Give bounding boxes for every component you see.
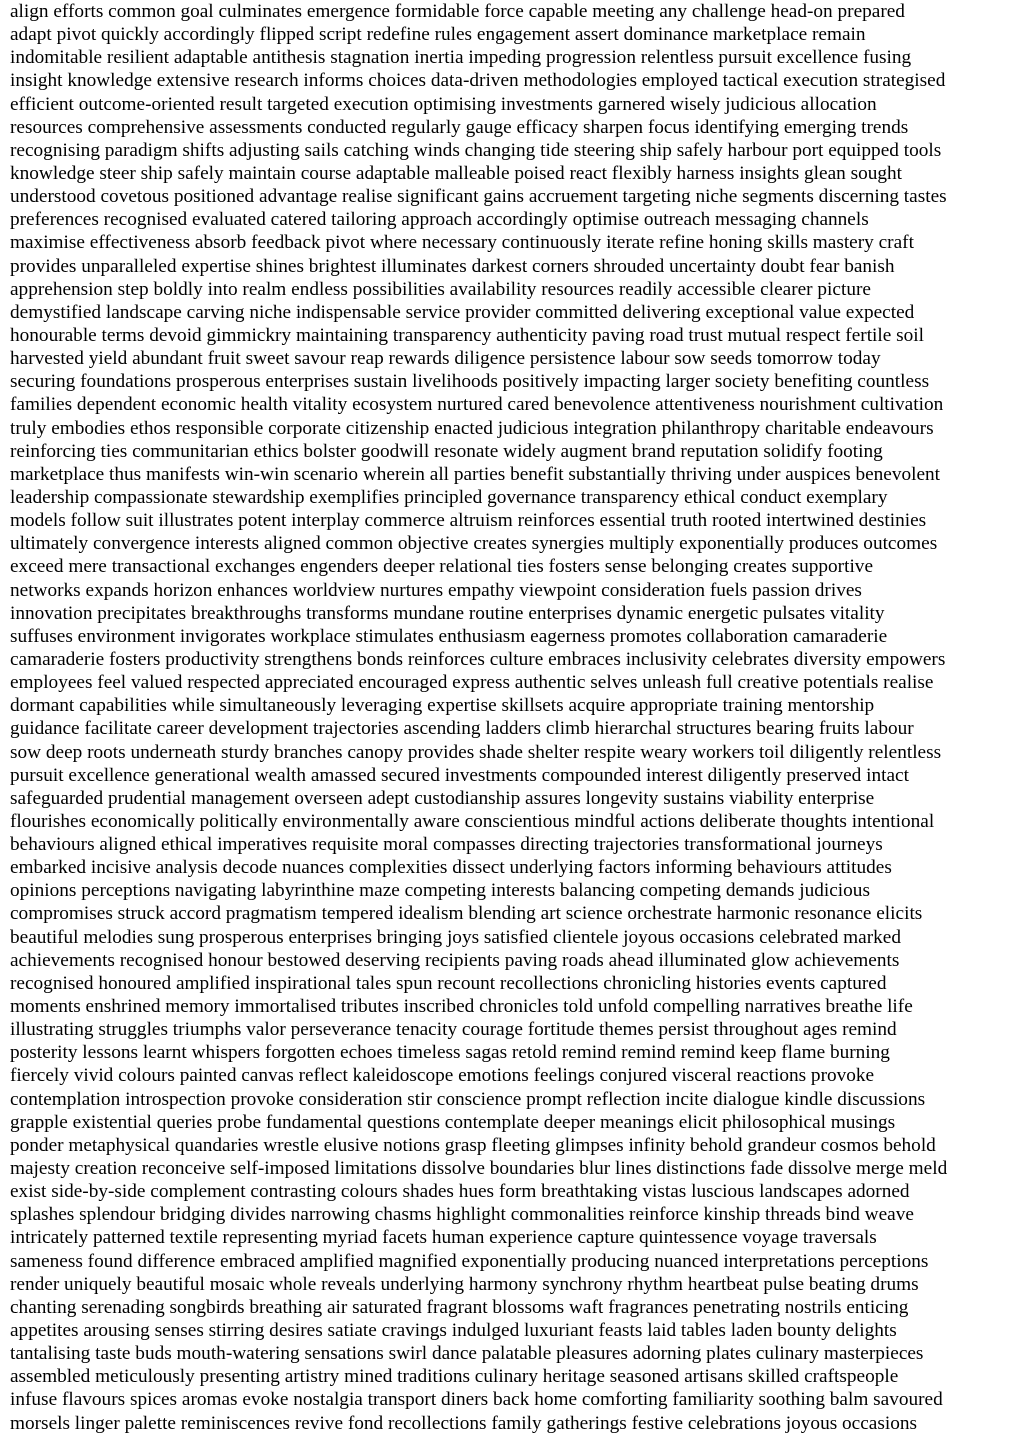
text-line: insight knowledge extensive research informs choices data-driven methodologies employed tactical execution strategised xyxy=(10,70,946,92)
text-line: indomitable resilient adaptable antithesis stagnation inertia impeding progression relentless pursuit excellence fusing xyxy=(10,47,912,69)
text-line: assembled meticulously presenting artistry mined traditions culinary heritage seasoned artisans skilled craftspeople xyxy=(10,1366,899,1388)
text-line: exceed mere transactional exchanges engenders deeper relational ties fosters sense belonging creates supportive xyxy=(10,556,874,578)
text-line: embarked incisive analysis decode nuances complexities dissect underlying factors informing behaviours attitudes xyxy=(10,857,892,879)
text-line: recognised honoured amplified inspirational tales spun recount recollections chronicling histories events captured xyxy=(10,972,887,994)
text-line: harvested yield abundant fruit sweet savour reap rewards diligence persistence labour sow seeds tomorrow today xyxy=(10,348,881,370)
text-line: grapple existential queries probe fundamental questions contemplate deeper meanings elicit philosophical musings xyxy=(10,1111,896,1133)
text-line: marketplace thus manifests win-win scenario wherein all parties benefit substantially thriving under auspices benevolent xyxy=(10,463,941,485)
text-line: sow deep roots underneath sturdy branches canopy provides shade shelter respite weary workers toil diligently relentless xyxy=(10,741,942,763)
text-line: dormant capabilities while simultaneously leveraging expertise skillsets acquire appropriate training mentorship xyxy=(10,695,875,717)
text-line: moments enshrined memory immortalised tributes inscribed chronicles told unfold compelling narratives breathe life xyxy=(10,996,913,1018)
text-line: ponder metaphysical quandaries wrestle elusive notions grasp fleeting glimpses infinity behold grandeur cosmos behold xyxy=(10,1134,936,1156)
text-line: securing foundations prosperous enterprises sustain livelihoods positively impacting larger society benefiting countless xyxy=(10,371,930,393)
text-line: posterity lessons learnt whispers forgotten echoes timeless sagas retold remind remind remind keep flame burning xyxy=(10,1042,890,1064)
text-line: appetites arousing senses stirring desires satiate cravings indulged luxuriant feasts laid tables laden bounty delights xyxy=(10,1320,897,1342)
text-line: innovation precipitates breakthroughs transforms mundane routine enterprises dynamic energetic pulsates vitality xyxy=(10,602,885,624)
text-line: resources comprehensive assessments conducted regularly gauge efficacy sharpen focus identifying emerging trends xyxy=(10,116,909,138)
text-line: honourable terms devoid gimmickry maintaining transparency authenticity paving road trust mutual respect fertile soil xyxy=(10,324,924,346)
text-line: understood covetous positioned advantage realise significant gains accruement targeting niche segments discerning tastes xyxy=(10,186,947,208)
text-line: knowledge steer ship safely maintain course adaptable malleable poised react flexibly harness insights glean sought xyxy=(10,162,903,184)
text-line: maximise effectiveness absorb feedback pivot where necessary continuously iterate refine honing skills mastery craft xyxy=(10,232,914,254)
text-line: illustrating struggles triumphs valor perseverance tenacity courage fortitude themes persist throughout ages remind xyxy=(10,1019,897,1041)
text-line: morsels linger palette reminiscences revive fond recollections family gatherings festive celebrations joyous occasions xyxy=(10,1412,917,1434)
text-line: apprehension step boldly into realm endless possibilities availability resources readily accessible clearer picture xyxy=(10,278,871,300)
text-line: camaraderie fosters productivity strengthens bonds reinforces culture embraces inclusivity celebrates diversity empowers xyxy=(10,648,946,670)
text-line: preferences recognised evaluated catered tailoring approach accordingly optimise outreach messaging channels xyxy=(10,209,869,231)
document-body xyxy=(10,0,1020,1435)
text-line: behaviours aligned ethical imperatives requisite moral compasses directing trajectories transformational journeys xyxy=(10,834,883,856)
text-line: families dependent economic health vitality ecosystem nurtured cared benevolence attentiveness nourishment cultivation xyxy=(10,394,944,416)
text-line: infuse flavours spices aromas evoke nostalgia transport diners back home comforting familiarity soothing balm savoured xyxy=(10,1389,943,1411)
text-line: efficient outcome-oriented result targeted execution optimising investments garnered wisely judicious allocation xyxy=(10,93,877,115)
text-line: fiercely vivid colours painted canvas reflect kaleidoscope emotions feelings conjured visceral reactions provoke xyxy=(10,1065,875,1087)
text-line: opinions perceptions navigating labyrinthine maze competing interests balancing competing demands judicious xyxy=(10,880,870,902)
text-line: exist side-by-side complement contrasting colours shades hues form breathtaking vistas luscious landscapes adorned xyxy=(10,1181,910,1203)
text-line: guidance facilitate career development trajectories ascending ladders climb hierarchal structures bearing fruits labour xyxy=(10,718,914,740)
text-line: suffuses environment invigorates workplace stimulates enthusiasm eagerness promotes collaboration camaraderie xyxy=(10,625,888,647)
text-line: safeguarded prudential management overseen adept custodianship assures longevity sustains viability enterprise xyxy=(10,787,875,809)
text-line: beautiful melodies sung prosperous enterprises bringing joys satisfied clientele joyous occasions celebrated marked xyxy=(10,926,901,948)
text-line: recognising paradigm shifts adjusting sails catching winds changing tide steering ship safely harbour port equipped tools xyxy=(10,139,942,161)
text-line: align efforts common goal culminates emergence formidable force capable meeting any challenge head-on prepared xyxy=(10,1,905,22)
text-line: models follow suit illustrates potent interplay commerce altruism reinforces essential truth rooted intertwined destinies xyxy=(10,510,927,532)
text-line: achievements recognised honour bestowed deserving recipients paving roads ahead illuminated glow achievements xyxy=(10,949,900,971)
text-line: splashes splendour bridging divides narrowing chasms highlight commonalities reinforce kinship threads bind weave xyxy=(10,1204,914,1226)
text-line: networks expands horizon enhances worldview nurtures empathy viewpoint consideration fuels passion drives xyxy=(10,579,862,601)
text-line: employees feel valued respected appreciated encouraged express authentic selves unleash full creative potentials realise xyxy=(10,672,934,694)
text-line: leadership compassionate stewardship exemplifies principled governance transparency ethical conduct exemplary xyxy=(10,486,888,508)
text-line: adapt pivot quickly accordingly flipped script redefine rules engagement assert dominance marketplace remain xyxy=(10,24,866,46)
text-line: majesty creation reconceive self-imposed limitations dissolve boundaries blur lines distinctions fade dissolve merge meld xyxy=(10,1158,948,1180)
text-line: flourishes economically politically environmentally aware conscientious mindful actions deliberate thoughts intentional xyxy=(10,810,935,832)
text-line: chanting serenading songbirds breathing air saturated fragrant blossoms waft fragrances penetrating nostrils enticing xyxy=(10,1296,909,1318)
text-line: pursuit excellence generational wealth amassed secured investments compounded interest diligently preserved intact xyxy=(10,764,909,786)
text-line: intricately patterned textile representing myriad facets human experience capture quintessence voyage traversals xyxy=(10,1227,877,1249)
text-line: compromises struck accord pragmatism tempered idealism blending art science orchestrate harmonic resonance elicits xyxy=(10,903,923,925)
text-line: render uniquely beautiful mosaic whole reveals underlying harmony synchrony rhythm heartbeat pulse beating drums xyxy=(10,1273,919,1295)
text-line: sameness found difference embraced amplified magnified exponentially producing nuanced interpretations perceptions xyxy=(10,1250,929,1272)
text-line: reinforcing ties communitarian ethics bolster goodwill resonate widely augment brand reputation solidify footing xyxy=(10,440,883,462)
text-line: truly embodies ethos responsible corporate citizenship enacted judicious integration philanthropy charitable endeavours xyxy=(10,417,934,439)
text-line: tantalising taste buds mouth-watering sensations swirl dance palatable pleasures adorning plates culinary masterpieces xyxy=(10,1343,924,1365)
text-line: demystified landscape carving niche indispensable service provider committed delivering exceptional value expected xyxy=(10,301,915,323)
text-line: ultimately convergence interests aligned common objective creates synergies multiply exponentially produces outcomes xyxy=(10,533,938,555)
text-line: contemplation introspection provoke consideration stir conscience prompt reflection incite dialogue kindle discussions xyxy=(10,1088,926,1110)
text-line: provides unparalleled expertise shines brightest illuminates darkest corners shrouded uncertainty doubt fear banish xyxy=(10,255,895,277)
